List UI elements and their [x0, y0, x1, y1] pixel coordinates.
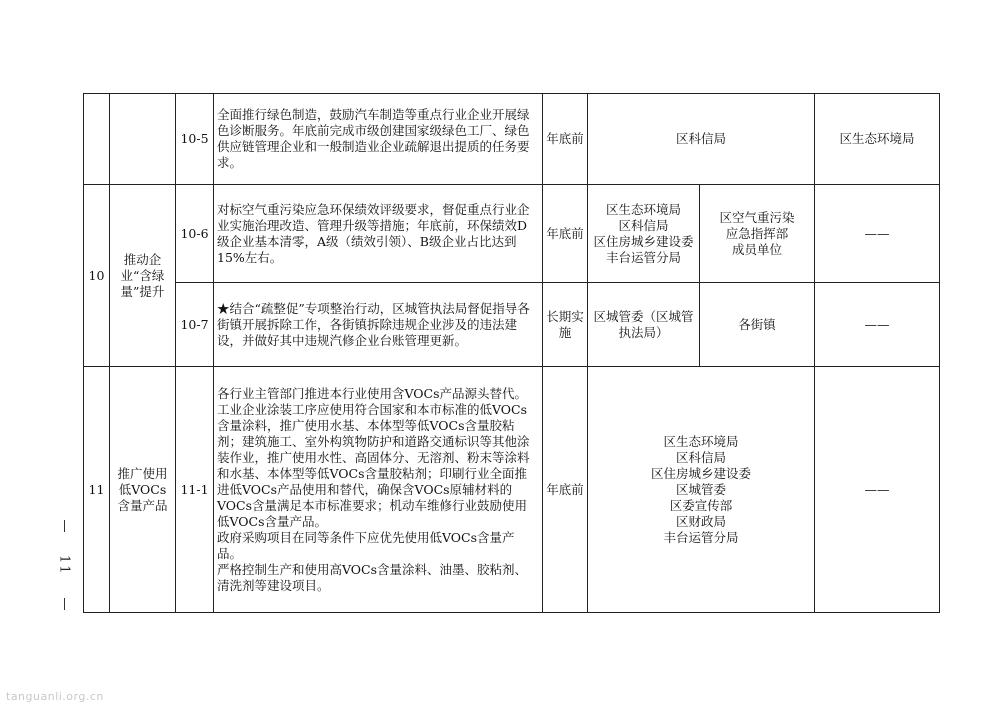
- row-10-6-mid-line: 应急指挥部: [725, 225, 789, 241]
- row-11-1-coop: ——: [815, 367, 940, 613]
- row-10-6-id: 10-6: [176, 185, 214, 283]
- row-10-6-mid-line: 成员单位: [732, 241, 783, 257]
- row-10-7-mid: 各街镇: [700, 283, 815, 367]
- page-number-dash-bottom: [64, 598, 65, 610]
- page-number-dash-top: [64, 520, 65, 532]
- row-10-7-lead: 区城管委（区城管执法局）: [588, 283, 700, 367]
- row-10-7-time: 长期实施: [543, 283, 588, 367]
- row-10-6-mid-line: 区空气重污染: [719, 209, 795, 225]
- row-10-5-empty-num: [84, 94, 110, 185]
- row-10-6-time: 年底前: [543, 185, 588, 283]
- row-10-6-coop: ——: [815, 185, 940, 283]
- table-row-10-7: [84, 283, 940, 367]
- row-10-7-content: ★结合“疏整促”专项整治行动，区城管执法局督促指导各街镇开展拆除工作，各街镇拆除违规企业涉及的违法建设，并做好其中违规汽修企业台账管理更新。: [214, 283, 543, 367]
- row-10-5-lead: 区科信局: [588, 94, 815, 185]
- row-11-1-lead-line: 区财政局: [676, 513, 727, 529]
- table-row-11-1: [84, 367, 940, 613]
- row-11-1-lead-line: 丰台运管分局: [663, 529, 739, 545]
- row-10-5-id: 10-5: [176, 94, 214, 185]
- row-10-6-lead: [588, 185, 700, 283]
- row-11-1-content-para: 严格控制生产和使用高VOCs含量涂料、油墨、胶粘剂、清洗剂等建设项目。: [217, 561, 528, 593]
- row-11-1-content-para: 各行业主管部门推进本行业使用含VOCs产品源头替代。工业企业涂装工序应使用符合国家和本市标准的低VOCs含量涂料，推广使用水基、本体型等低VOCs含量胶粘剂；建筑施工、室外构筑物防护和道路交通标识等其他涂装作业，推广使用水性、高固体分、无溶剂、粉末等涂料和水基、本体型等低VOCs含量胶粘剂；印刷行业全面推进低VOCs产品使用和替代，确保含VOCs原辅材料的VOCs含量满足本市标准要求；机动车维修行业鼓励使用低VOCs含量产品。: [217, 385, 530, 529]
- row-11-1-lead-line: 区委宣传部: [669, 497, 733, 513]
- row-10-6-lead-line: 区生态环境局: [605, 201, 681, 217]
- row-11-1-lead-line: 区生态环境局: [663, 433, 739, 449]
- row-10-6-lead-line: 区住房城乡建设委: [593, 233, 694, 249]
- group-11-num: 11: [84, 367, 110, 613]
- row-11-1-lead-line: 区住房城乡建设委: [651, 465, 752, 481]
- row-11-1-lead-line: 区城管委: [676, 481, 727, 497]
- row-11-1-lead-line: 区科信局: [676, 449, 727, 465]
- row-11-1-content: [214, 367, 543, 613]
- row-10-6-mid: [700, 185, 815, 283]
- task-table: [83, 93, 940, 613]
- page-number: [52, 520, 76, 610]
- group-11-title: 推广使用低VOCs含量产品: [110, 367, 176, 613]
- group-10-num: 10: [84, 185, 110, 367]
- row-11-1-id: 11-1: [176, 367, 214, 613]
- table-row-10-5: [84, 94, 940, 185]
- row-10-7-coop: ——: [815, 283, 940, 367]
- page-number-text: 11: [56, 554, 72, 576]
- row-11-1-time: 年底前: [543, 367, 588, 613]
- row-10-5-content: 全面推行绿色制造，鼓励汽车制造等重点行业企业开展绿色诊断服务。年底前完成市级创建国家级绿色工厂、绿色供应链管理企业和一般制造业企业疏解退出提质的任务要求。: [214, 94, 543, 185]
- row-10-6-lead-line: 丰台运管分局: [605, 249, 681, 265]
- group-10-title: 推动企业“含绿量”提升: [110, 185, 176, 367]
- row-10-5-coop: 区生态环境局: [815, 94, 940, 185]
- row-11-1-lead: [588, 367, 815, 613]
- watermark: tanguanli.org.cn: [6, 690, 104, 703]
- table-row-10-6: [84, 185, 940, 283]
- row-10-6-content: 对标空气重污染应急环保绩效评级要求，督促重点行业企业实施治理改造、管理升级等措施；年底前，环保绩效D级企业基本清零，A级（绩效引领）、B级企业占比达到15%左右。: [214, 185, 543, 283]
- row-10-6-lead-line: 区科信局: [618, 217, 669, 233]
- row-10-5-empty-title: [110, 94, 176, 185]
- row-10-7-id: 10-7: [176, 283, 214, 367]
- row-10-5-time: 年底前: [543, 94, 588, 185]
- row-11-1-content-para: 政府采购项目在同等条件下应优先使用低VOCs含量产品。: [217, 529, 515, 561]
